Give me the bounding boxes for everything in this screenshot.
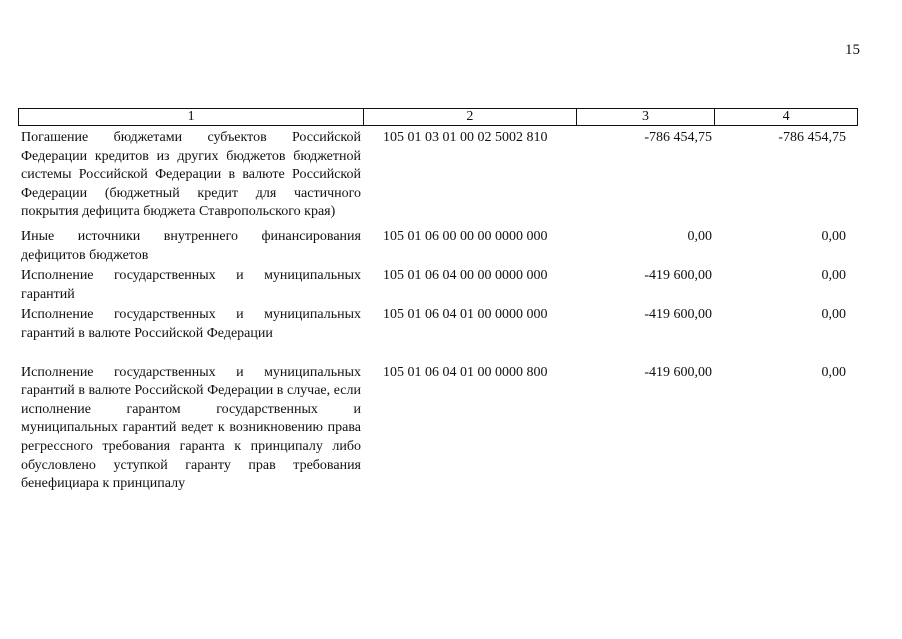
row-value-3: -419 600,00 <box>644 364 712 380</box>
row-value-4: 0,00 <box>821 228 846 244</box>
row-description: Исполнение государственных и муниципальных гарантий в валюте Российской Федерации <box>21 307 361 341</box>
table-row <box>18 129 858 222</box>
row-code: 105 01 06 00 00 00 0000 000 <box>383 228 548 244</box>
column-header-3: 3 <box>577 109 716 125</box>
budget-table <box>18 108 858 494</box>
column-header-2: 2 <box>364 109 577 125</box>
row-description: Исполнение государственных и муниципальных гарантий в валюте Российской Федерации в случае, если исполнение гарантом государственных и муниципальных гарантий ведет к возникновению права регрессного требования гаранта к принципалу либо обусловлено уступкой гаранту прав требования бенефициара к принципалу <box>21 364 361 492</box>
table-header-row <box>18 108 858 126</box>
row-value-3: -419 600,00 <box>644 268 712 284</box>
row-description: Погашение бюджетами субъектов Российской Федерации кредитов из других бюджетов бюджетной системы Российской Федерации в валюте Российской Федерации (бюджетный кредит для частичного покрытия дефицита бюджета Ставропольского края) <box>21 130 361 220</box>
row-value-3: 0,00 <box>687 228 712 244</box>
row-description: Исполнение государственных и муниципальных гарантий <box>21 268 361 302</box>
table-row <box>18 306 858 343</box>
row-value-3: -419 600,00 <box>644 307 712 323</box>
row-value-4: 0,00 <box>821 364 846 380</box>
column-header-4: 4 <box>782 109 790 124</box>
table-row <box>18 364 858 494</box>
row-code: 105 01 06 04 01 00 0000 000 <box>383 307 548 323</box>
table-row <box>18 228 858 265</box>
row-value-4: 0,00 <box>821 268 846 284</box>
column-header-1: 1 <box>19 109 364 125</box>
row-value-4: -786 454,75 <box>778 130 846 145</box>
row-value-3: -786 454,75 <box>644 130 712 145</box>
row-code: 105 01 06 04 00 00 0000 000 <box>383 268 548 284</box>
row-description: Иные источники внутреннего финансирования дефицитов бюджетов <box>21 228 361 263</box>
row-value-4: 0,00 <box>821 307 846 323</box>
table-row <box>18 267 858 304</box>
page-number: 15 <box>845 42 860 58</box>
row-code: 105 01 03 01 00 02 5002 810 <box>383 130 548 145</box>
row-code: 105 01 06 04 01 00 0000 800 <box>383 364 548 380</box>
